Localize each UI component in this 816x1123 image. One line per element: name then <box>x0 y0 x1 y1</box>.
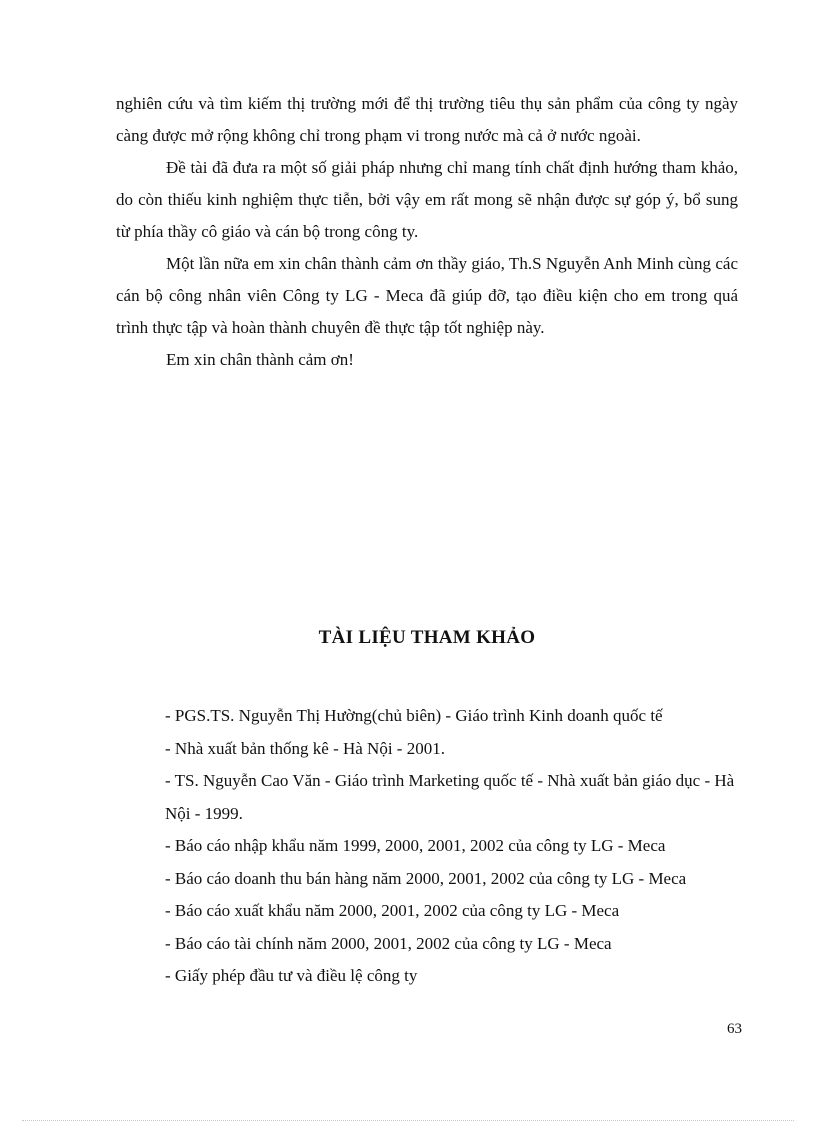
reference-item: - Báo cáo xuất khẩu năm 2000, 2001, 2002 của công ty LG - Meca <box>165 901 620 920</box>
paragraph-research: nghiên cứu và tìm kiếm thị trường mới để thị trường tiêu thụ sản phẩm của công ty ngày càng được mở rộng không chỉ trong phạm vi trong nước mà cả ở nước ngoài. <box>116 94 738 145</box>
reference-item: - Giấy phép đầu tư và điều lệ công ty <box>165 966 418 985</box>
paragraph-acknowledgement: Một lần nữa em xin chân thành cảm ơn thầy giáo, Th.S Nguyễn Anh Minh cùng các cán bộ công nhân viên Công ty LG - Meca đã giúp đỡ, tạo điều kiện cho em trong quá trình thực tập và hoàn thành chuyên đề thực tập tốt nghiệp này. <box>116 254 738 337</box>
paragraph-solutions: Đề tài đã đưa ra một số giải pháp nhưng chỉ mang tính chất định hướng tham khảo, do còn thiếu kinh nghiệm thực tiễn, bởi vậy em rất mong sẽ nhận được sự góp ý, bổ sung từ phía thầy cô giáo và cán bộ trong công ty. <box>116 158 738 241</box>
reference-item: - PGS.TS. Nguyễn Thị Hường(chủ biên) - Giáo trình Kinh doanh quốc tế <box>165 706 663 725</box>
page-number: 63 <box>727 1021 742 1037</box>
references-list <box>165 700 745 993</box>
reference-item: - Báo cáo nhập khẩu năm 1999, 2000, 2001, 2002 của công ty LG - Meca <box>165 836 666 855</box>
page-bottom-divider <box>22 1120 794 1121</box>
references-heading: TÀI LIỆU THAM KHẢO <box>318 627 536 648</box>
reference-item: - TS. Nguyễn Cao Văn - Giáo trình Marketing quốc tế - Nhà xuất bản giáo dục - Hà Nội - 1999. <box>165 771 735 823</box>
reference-item: - Nhà xuất bản thống kê - Hà Nội - 2001. <box>165 738 445 758</box>
conclusion-text <box>116 88 738 376</box>
reference-item: - Báo cáo tài chính năm 2000, 2001, 2002 của công ty LG - Meca <box>165 933 612 953</box>
paragraph-thanks: Em xin chân thành cảm ơn! <box>166 350 354 369</box>
reference-item: - Báo cáo doanh thu bán hàng năm 2000, 2001, 2002 của công ty LG - Meca <box>165 868 687 888</box>
